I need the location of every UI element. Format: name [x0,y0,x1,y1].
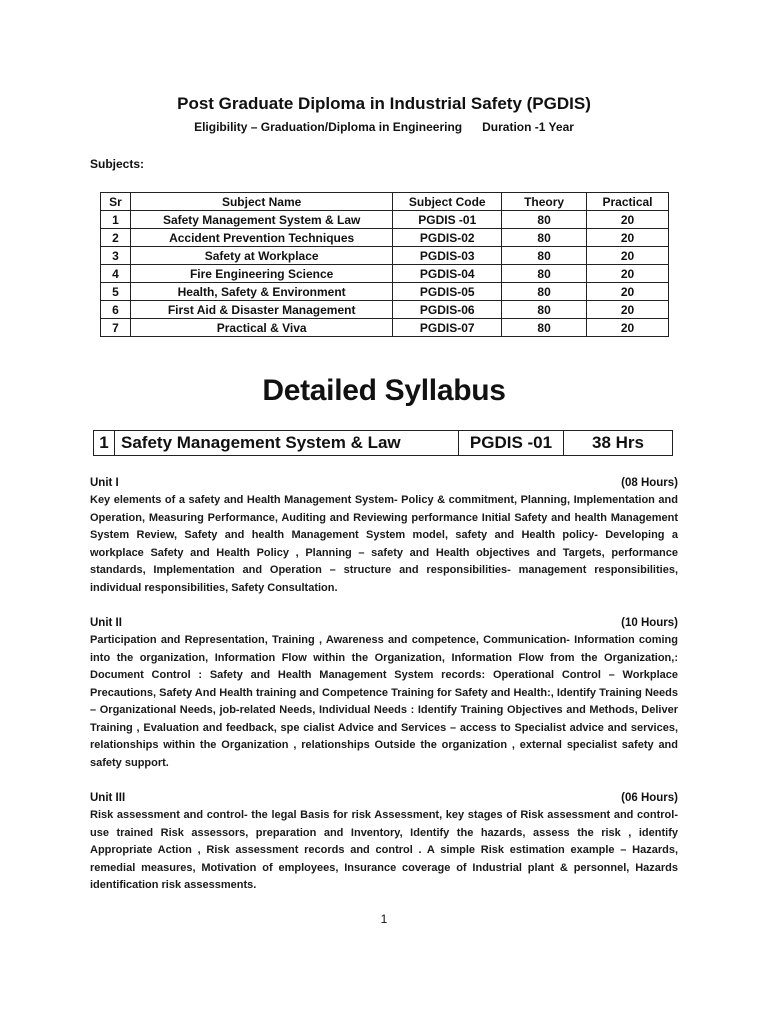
course-hours: 38 Hrs [564,431,673,456]
unit-heading [90,790,678,807]
column-header-subject-name: Subject Name [130,193,392,211]
cell-subject-code: PGDIS -01 [393,211,502,229]
cell-subject-name: Fire Engineering Science [130,265,392,283]
column-header-sr: Sr [101,193,131,211]
unit-title: Unit I [90,477,119,489]
course-name: Safety Management System & Law [115,431,459,456]
unit-text: Key elements of a safety and Health Management System- Policy & commitment, Planning, Implementation and Operation, Measuring Performance, Auditing and Reviewing performance Initial Safety and health Management System Review, Safety and health Management System model, safety and Health policy- Developing a workplace Safety and Health Policy , Planning – safety and Health objectives and Targets, performance standards, Implementation and Operation – structure and responsibilities- management responsibilities, individual responsibilities, Safety Consultation. [90,494,678,594]
cell-sr: 7 [101,319,131,337]
cell-subject-code: PGDIS-04 [393,265,502,283]
course-header-row [94,431,673,456]
cell-subject-name: Safety at Workplace [130,247,392,265]
cell-subject-code: PGDIS-02 [393,229,502,247]
column-header-practical: Practical [587,193,669,211]
unit-text: Risk assessment and control- the legal Basis for risk Assessment, key stages of Risk assessment and control- use trained Risk assessors, preparation and Inventory, Identify the hazards, assess the risk , identify Appropriate Action , Risk assessment records and control . A simple Risk estimation example – Hazards, remedial measures, Motivation of employees, Insurance coverage of Industrial plant & personnel, Hazards identification risk assessments. [90,809,678,891]
course-header-table [93,430,673,456]
column-header-theory: Theory [502,193,587,211]
unit-title: Unit III [90,792,126,804]
cell-sr: 2 [101,229,131,247]
cell-sr: 5 [101,283,131,301]
course-number: 1 [94,431,115,456]
cell-subject-code: PGDIS-06 [393,301,502,319]
cell-practical: 20 [587,247,669,265]
cell-subject-name: Safety Management System & Law [130,211,392,229]
table-row [101,211,669,229]
cell-subject-code: PGDIS-07 [393,319,502,337]
table-row [101,319,669,337]
cell-theory: 80 [502,301,587,319]
cell-theory: 80 [502,265,587,283]
cell-practical: 20 [587,319,669,337]
unit-hours: (06 Hours) [621,792,678,804]
cell-practical: 20 [587,301,669,319]
cell-subject-name: Practical & Viva [130,319,392,337]
table-row [101,247,669,265]
page-number: 1 [380,912,388,926]
cell-sr: 3 [101,247,131,265]
detailed-syllabus-heading: Detailed Syllabus [262,374,506,407]
subjects-table-header-row [101,193,669,211]
cell-subject-code: PGDIS-05 [393,283,502,301]
subjects-table [100,192,669,337]
column-header-subject-code: Subject Code [393,193,502,211]
unit-section [90,615,678,772]
cell-sr: 1 [101,211,131,229]
unit-section [90,475,678,597]
cell-theory: 80 [502,211,587,229]
cell-theory: 80 [502,229,587,247]
cell-subject-name: Accident Prevention Techniques [130,229,392,247]
table-row [101,283,669,301]
unit-hours: (10 Hours) [621,617,678,629]
unit-text: Participation and Representation, Training , Awareness and competence, Communication- Information coming into the organization, Information Flow within the Organization, Information Flow from the Organization,: Document Control : Safety and Health Management System records: Operational Control – Workplace Precautions, Safety And Health training and Competence Training for Safety and Health:, Identify Training Needs – Organizational Needs, job-related Needs, Individual Needs : Identify Training Objectives and Methods, Deliver Training , Evaluation and feedback, spe cialist Advice and Services – access to Specialist advice and services, relationships within the Organization , relationships Outside the organization , external specialist safety and safety support. [90,634,678,769]
table-row [101,265,669,283]
cell-practical: 20 [587,211,669,229]
cell-sr: 6 [101,301,131,319]
unit-heading [90,475,678,492]
unit-title: Unit II [90,617,122,629]
cell-subject-name: Health, Safety & Environment [130,283,392,301]
cell-practical: 20 [587,265,669,283]
unit-heading [90,615,678,632]
cell-sr: 4 [101,265,131,283]
table-row [101,301,669,319]
unit-section [90,790,678,895]
cell-theory: 80 [502,247,587,265]
cell-subject-code: PGDIS-03 [393,247,502,265]
document-title: Post Graduate Diploma in Industrial Safety (PGDIS) [177,94,591,113]
unit-hours: (08 Hours) [621,477,678,489]
cell-practical: 20 [587,229,669,247]
course-code: PGDIS -01 [459,431,564,456]
cell-theory: 80 [502,283,587,301]
cell-subject-name: First Aid & Disaster Management [130,301,392,319]
cell-theory: 80 [502,319,587,337]
table-row [101,229,669,247]
cell-practical: 20 [587,283,669,301]
subjects-label: Subjects: [90,157,145,171]
eligibility-line: Eligibility – Graduation/Diploma in Engineering Duration -1 Year [194,120,574,134]
